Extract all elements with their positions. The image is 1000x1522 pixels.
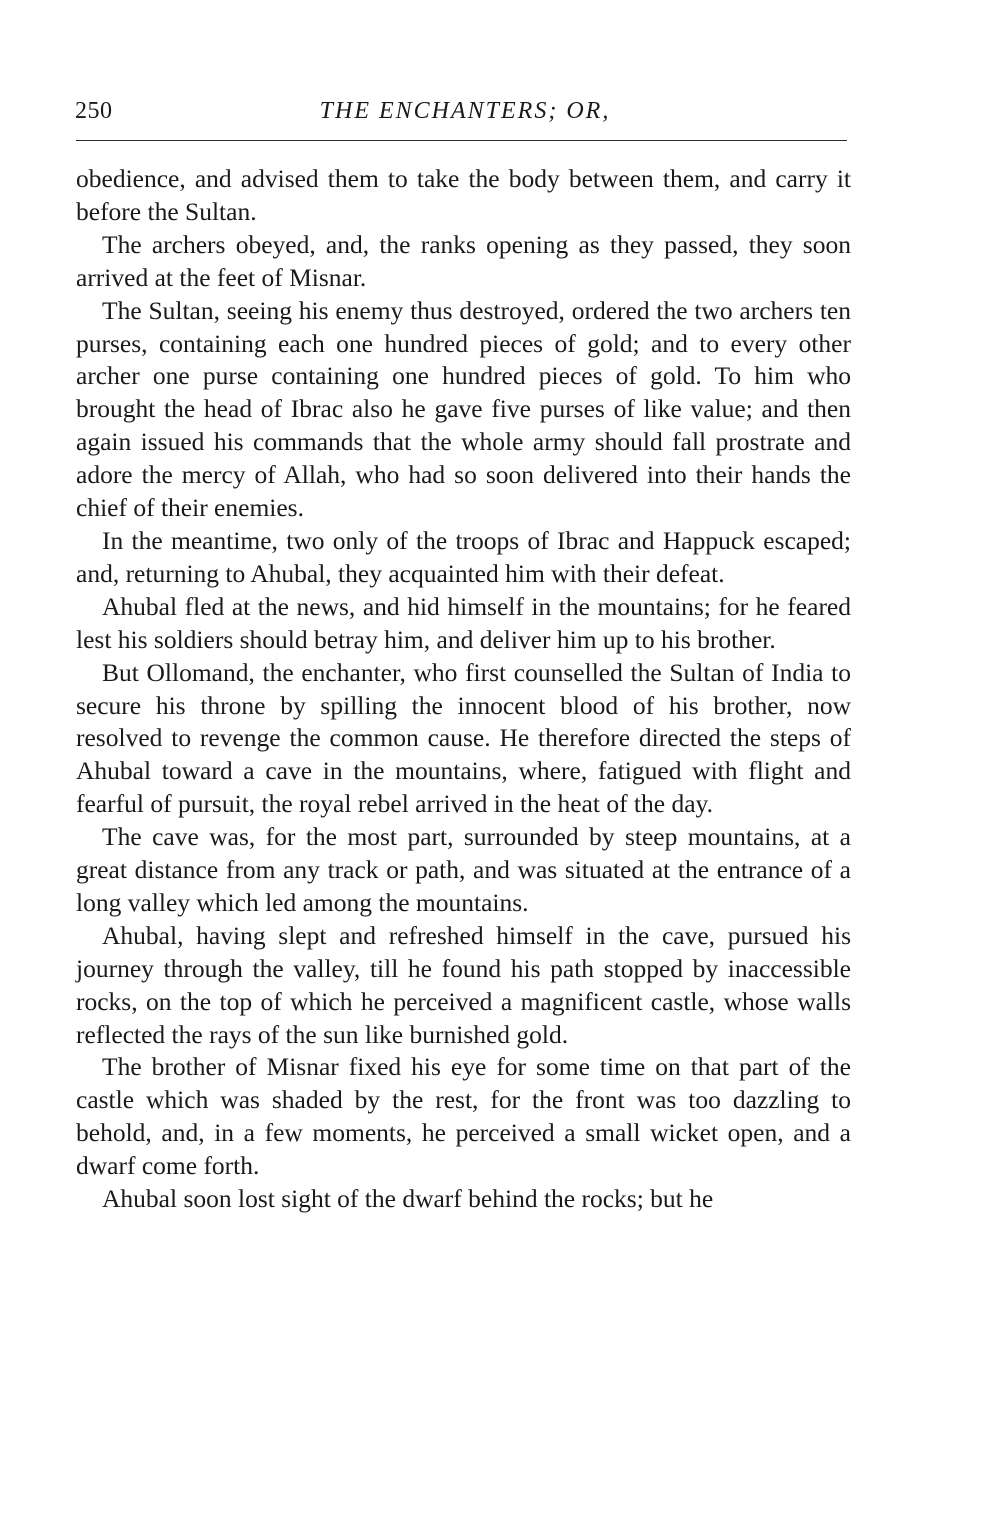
paragraph: Ahubal soon lost sight of the dwarf behind the rocks; but he	[102, 1184, 714, 1214]
paragraph: The brother of Misnar fixed his eye for some time on that part of the castle which was shaded by the rest, for the front was too dazzling to behold, and, in a few moments, he perceived a small wicket open, and a dwarf come forth.	[76, 1052, 851, 1181]
paragraph: The archers obeyed, and, the ranks opening as they passed, they soon arrived at the feet of Misnar.	[76, 229, 851, 292]
page-header	[75, 98, 855, 138]
paragraph: Ahubal fled at the news, and hid himself in the mountains; for he feared lest his soldiers should betray him, and deliver him up to his brother.	[76, 591, 851, 654]
header-rule	[76, 140, 847, 141]
paragraph: obedience, and advised them to take the body between them, and carry it before the Sultan.	[76, 164, 851, 226]
paragraph: In the meantime, two only of the troops of Ibrac and Happuck escaped; and, returning to Ahubal, they acquainted him with their defeat.	[76, 525, 851, 588]
paragraph: Ahubal, having slept and refreshed himself in the cave, pursued his journey through the valley, till he found his path stopped by inaccessible rocks, on the top of which he perceived a magnificent castle, whose walls reflected the rays of the sun like burnished gold.	[76, 920, 851, 1049]
paragraph: The Sultan, seeing his enemy thus destroyed, ordered the two archers ten purses, containing each one hundred pieces of gold; and to every other archer one purse containing one hundred pieces of gold. To him who brought the head of Ibrac also he gave five purses of like value; and then again issued his commands that the whole army should fall prostrate and adore the mercy of Allah, who had so soon delivered into their hands the chief of their enemies.	[76, 295, 851, 523]
body-text	[76, 163, 851, 1216]
page-number: 250	[75, 98, 113, 124]
paragraph: But Ollomand, the enchanter, who first counselled the Sultan of India to secure his throne by spilling the innocent blood of his brother, now resolved to revenge the common cause. He therefore directed the steps of Ahubal toward a cave in the mountains, where, fatigued with flight and fearful of pursuit, the royal rebel arrived in the heat of the day.	[76, 657, 851, 819]
running-title: THE ENCHANTERS; OR,	[319, 98, 611, 124]
paragraph: The cave was, for the most part, surrounded by steep mountains, at a great distance from any track or path, and was situated at the entrance of a long valley which led among the mountains.	[76, 822, 851, 917]
